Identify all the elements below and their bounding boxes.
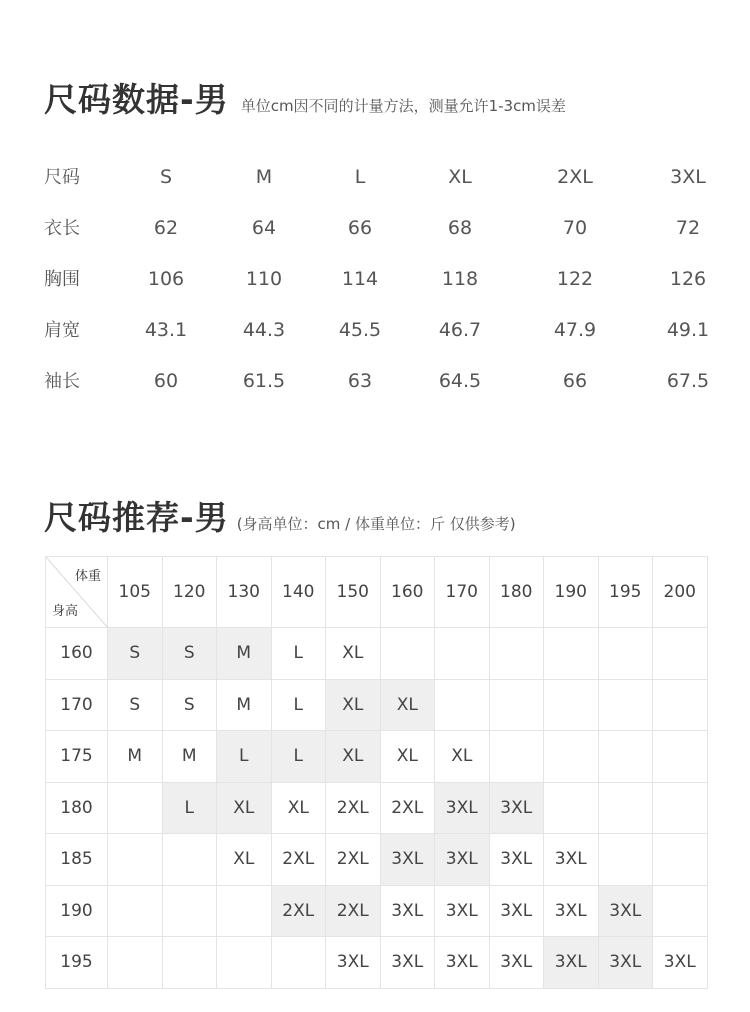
weight-header-cell: 130 — [217, 557, 272, 628]
size-recommend-cell — [653, 886, 708, 938]
measurement-cell: 70 — [562, 217, 588, 239]
size-recommend-cell: XL — [326, 628, 381, 680]
measurement-cell: 106 — [147, 268, 185, 290]
data-table-row — [0, 356, 750, 407]
measurement-cell: 43.1 — [144, 319, 188, 341]
size-recommend-cell: S — [108, 680, 163, 732]
measurement-cell: 45.5 — [338, 319, 382, 341]
row-label: 衣长 — [44, 218, 80, 239]
size-column-header: L — [354, 166, 366, 188]
measurement-cell: 122 — [556, 268, 594, 290]
size-recommend-grid — [45, 556, 708, 989]
size-column-header: S — [159, 166, 173, 188]
size-recommend-cell: L — [272, 731, 327, 783]
size-recommend-cell: M — [108, 731, 163, 783]
measurement-cell: 66 — [562, 370, 588, 392]
size-recommend-cell: L — [163, 783, 218, 835]
height-header-cell: 195 — [46, 937, 108, 989]
measurement-cell: 49.1 — [666, 319, 710, 341]
measurement-cell: 63 — [347, 370, 373, 392]
size-recommend-cell: 3XL — [490, 937, 545, 989]
size-recommend-cell: 3XL — [544, 886, 599, 938]
height-header-cell: 185 — [46, 834, 108, 886]
measurement-cell: 47.9 — [553, 319, 597, 341]
measurement-cell: 64.5 — [438, 370, 482, 392]
row-label: 胸围 — [44, 269, 80, 290]
size-recommend-cell: L — [217, 731, 272, 783]
measurement-cell: 64 — [251, 217, 277, 239]
size-recommend-cell — [544, 628, 599, 680]
measurement-cell: 61.5 — [242, 370, 286, 392]
size-recommend-cell — [381, 628, 436, 680]
size-column-header: XL — [448, 166, 472, 188]
size-recommend-cell — [653, 680, 708, 732]
height-header-cell: 160 — [46, 628, 108, 680]
size-recommend-cell: 3XL — [435, 783, 490, 835]
size-recommend-cell: XL — [381, 731, 436, 783]
size-recommend-cell: S — [163, 680, 218, 732]
size-data-note: 单位cm因不同的计量方法，测量允许1-3cm误差 — [240, 97, 566, 115]
measurement-cell: 62 — [153, 217, 179, 239]
weight-header-cell: 200 — [653, 557, 708, 628]
row-label: 袖长 — [44, 371, 80, 392]
size-recommend-cell: 3XL — [435, 937, 490, 989]
size-recommend-cell — [490, 680, 545, 732]
size-recommend-cell: 3XL — [381, 937, 436, 989]
size-recommend-cell: 3XL — [326, 937, 381, 989]
size-recommend-cell — [272, 937, 327, 989]
size-recommend-cell: 3XL — [599, 886, 654, 938]
size-recommend-cell: L — [272, 628, 327, 680]
measurement-cell: 110 — [245, 268, 283, 290]
measurement-cell: 44.3 — [242, 319, 286, 341]
weight-axis-label: 体重 — [74, 569, 101, 584]
size-recommend-cell: 2XL — [326, 783, 381, 835]
size-recommend-cell — [599, 628, 654, 680]
size-recommend-cell: 2XL — [272, 886, 327, 938]
size-recommend-cell — [544, 731, 599, 783]
size-recommend-cell: XL — [217, 783, 272, 835]
data-table-row — [0, 203, 750, 254]
row-label: 肩宽 — [44, 320, 80, 341]
row-label: 尺码 — [44, 167, 80, 188]
data-table-row — [0, 254, 750, 305]
size-recommend-cell: 2XL — [326, 834, 381, 886]
size-recommend-cell — [599, 834, 654, 886]
measurement-cell: 72 — [675, 217, 701, 239]
measurement-cell: 46.7 — [438, 319, 482, 341]
size-recommend-cell: 3XL — [490, 834, 545, 886]
size-recommend-cell — [653, 834, 708, 886]
size-recommend-cell — [217, 937, 272, 989]
size-recommend-cell: 3XL — [599, 937, 654, 989]
size-recommend-cell — [653, 731, 708, 783]
size-column-header: 3XL — [670, 166, 706, 188]
size-recommend-cell — [163, 834, 218, 886]
size-recommend-cell — [599, 731, 654, 783]
size-recommend-cell — [599, 783, 654, 835]
data-table-row — [0, 305, 750, 356]
weight-header-cell: 150 — [326, 557, 381, 628]
weight-header-cell: 120 — [163, 557, 218, 628]
height-header-cell: 180 — [46, 783, 108, 835]
measurement-cell: 68 — [447, 217, 473, 239]
size-recommend-cell: 3XL — [544, 937, 599, 989]
size-recommend-cell — [108, 834, 163, 886]
height-header-cell: 175 — [46, 731, 108, 783]
size-recommend-cell: M — [217, 680, 272, 732]
weight-header-cell: 195 — [599, 557, 654, 628]
size-recommend-cell — [544, 680, 599, 732]
size-recommend-title: 尺码推荐-男 — [44, 498, 229, 537]
size-recommend-cell: M — [163, 731, 218, 783]
size-recommend-cell: 3XL — [435, 886, 490, 938]
size-recommend-cell — [163, 937, 218, 989]
size-recommend-cell: L — [272, 680, 327, 732]
size-recommend-cell — [217, 886, 272, 938]
size-recommend-cell — [108, 886, 163, 938]
weight-header-cell: 190 — [544, 557, 599, 628]
data-table-header-row — [0, 152, 750, 203]
size-recommend-cell: 3XL — [435, 834, 490, 886]
size-recommend-cell — [653, 628, 708, 680]
measurement-cell: 60 — [153, 370, 179, 392]
size-recommend-cell — [490, 731, 545, 783]
measurement-cell: 126 — [669, 268, 707, 290]
measurement-cell: 114 — [341, 268, 379, 290]
size-recommend-cell: 3XL — [490, 886, 545, 938]
size-recommend-cell — [490, 628, 545, 680]
size-data-header — [44, 74, 566, 121]
size-recommend-cell: S — [163, 628, 218, 680]
size-recommend-cell: M — [217, 628, 272, 680]
size-recommend-cell: 2XL — [381, 783, 436, 835]
weight-header-cell: 170 — [435, 557, 490, 628]
size-recommend-cell — [163, 886, 218, 938]
weight-header-cell: 160 — [381, 557, 436, 628]
size-recommend-cell — [599, 680, 654, 732]
size-recommend-cell: 2XL — [272, 834, 327, 886]
size-recommend-cell: XL — [272, 783, 327, 835]
size-column-header: M — [255, 166, 273, 188]
size-recommend-cell: 3XL — [490, 783, 545, 835]
measurement-cell: 66 — [347, 217, 373, 239]
size-recommend-cell: 3XL — [381, 886, 436, 938]
size-recommend-cell — [544, 783, 599, 835]
size-recommend-cell — [108, 783, 163, 835]
size-recommend-cell — [435, 628, 490, 680]
size-recommend-cell: XL — [326, 731, 381, 783]
height-axis-label: 身高 — [52, 604, 79, 619]
size-recommend-header — [44, 492, 516, 539]
size-recommend-cell: XL — [326, 680, 381, 732]
size-recommend-cell: 3XL — [381, 834, 436, 886]
size-recommend-cell: 3XL — [544, 834, 599, 886]
size-column-header: 2XL — [557, 166, 593, 188]
size-recommend-cell: 3XL — [653, 937, 708, 989]
size-recommend-cell: 2XL — [326, 886, 381, 938]
height-header-cell: 190 — [46, 886, 108, 938]
size-recommend-cell: XL — [435, 731, 490, 783]
size-recommend-cell — [435, 680, 490, 732]
height-header-cell: 170 — [46, 680, 108, 732]
size-recommend-cell — [653, 783, 708, 835]
size-recommend-cell — [108, 937, 163, 989]
size-recommend-cell: S — [108, 628, 163, 680]
measurement-cell: 118 — [441, 268, 479, 290]
size-recommend-cell: XL — [381, 680, 436, 732]
measurement-cell: 67.5 — [666, 370, 710, 392]
weight-header-cell: 140 — [272, 557, 327, 628]
size-recommend-note: (身高单位：cm / 体重单位：斤 仅供参考) — [236, 515, 516, 533]
weight-header-cell: 105 — [108, 557, 163, 628]
grid-corner-cell — [46, 557, 108, 628]
weight-header-cell: 180 — [490, 557, 545, 628]
size-data-title: 尺码数据-男 — [44, 80, 229, 119]
size-recommend-cell: XL — [217, 834, 272, 886]
